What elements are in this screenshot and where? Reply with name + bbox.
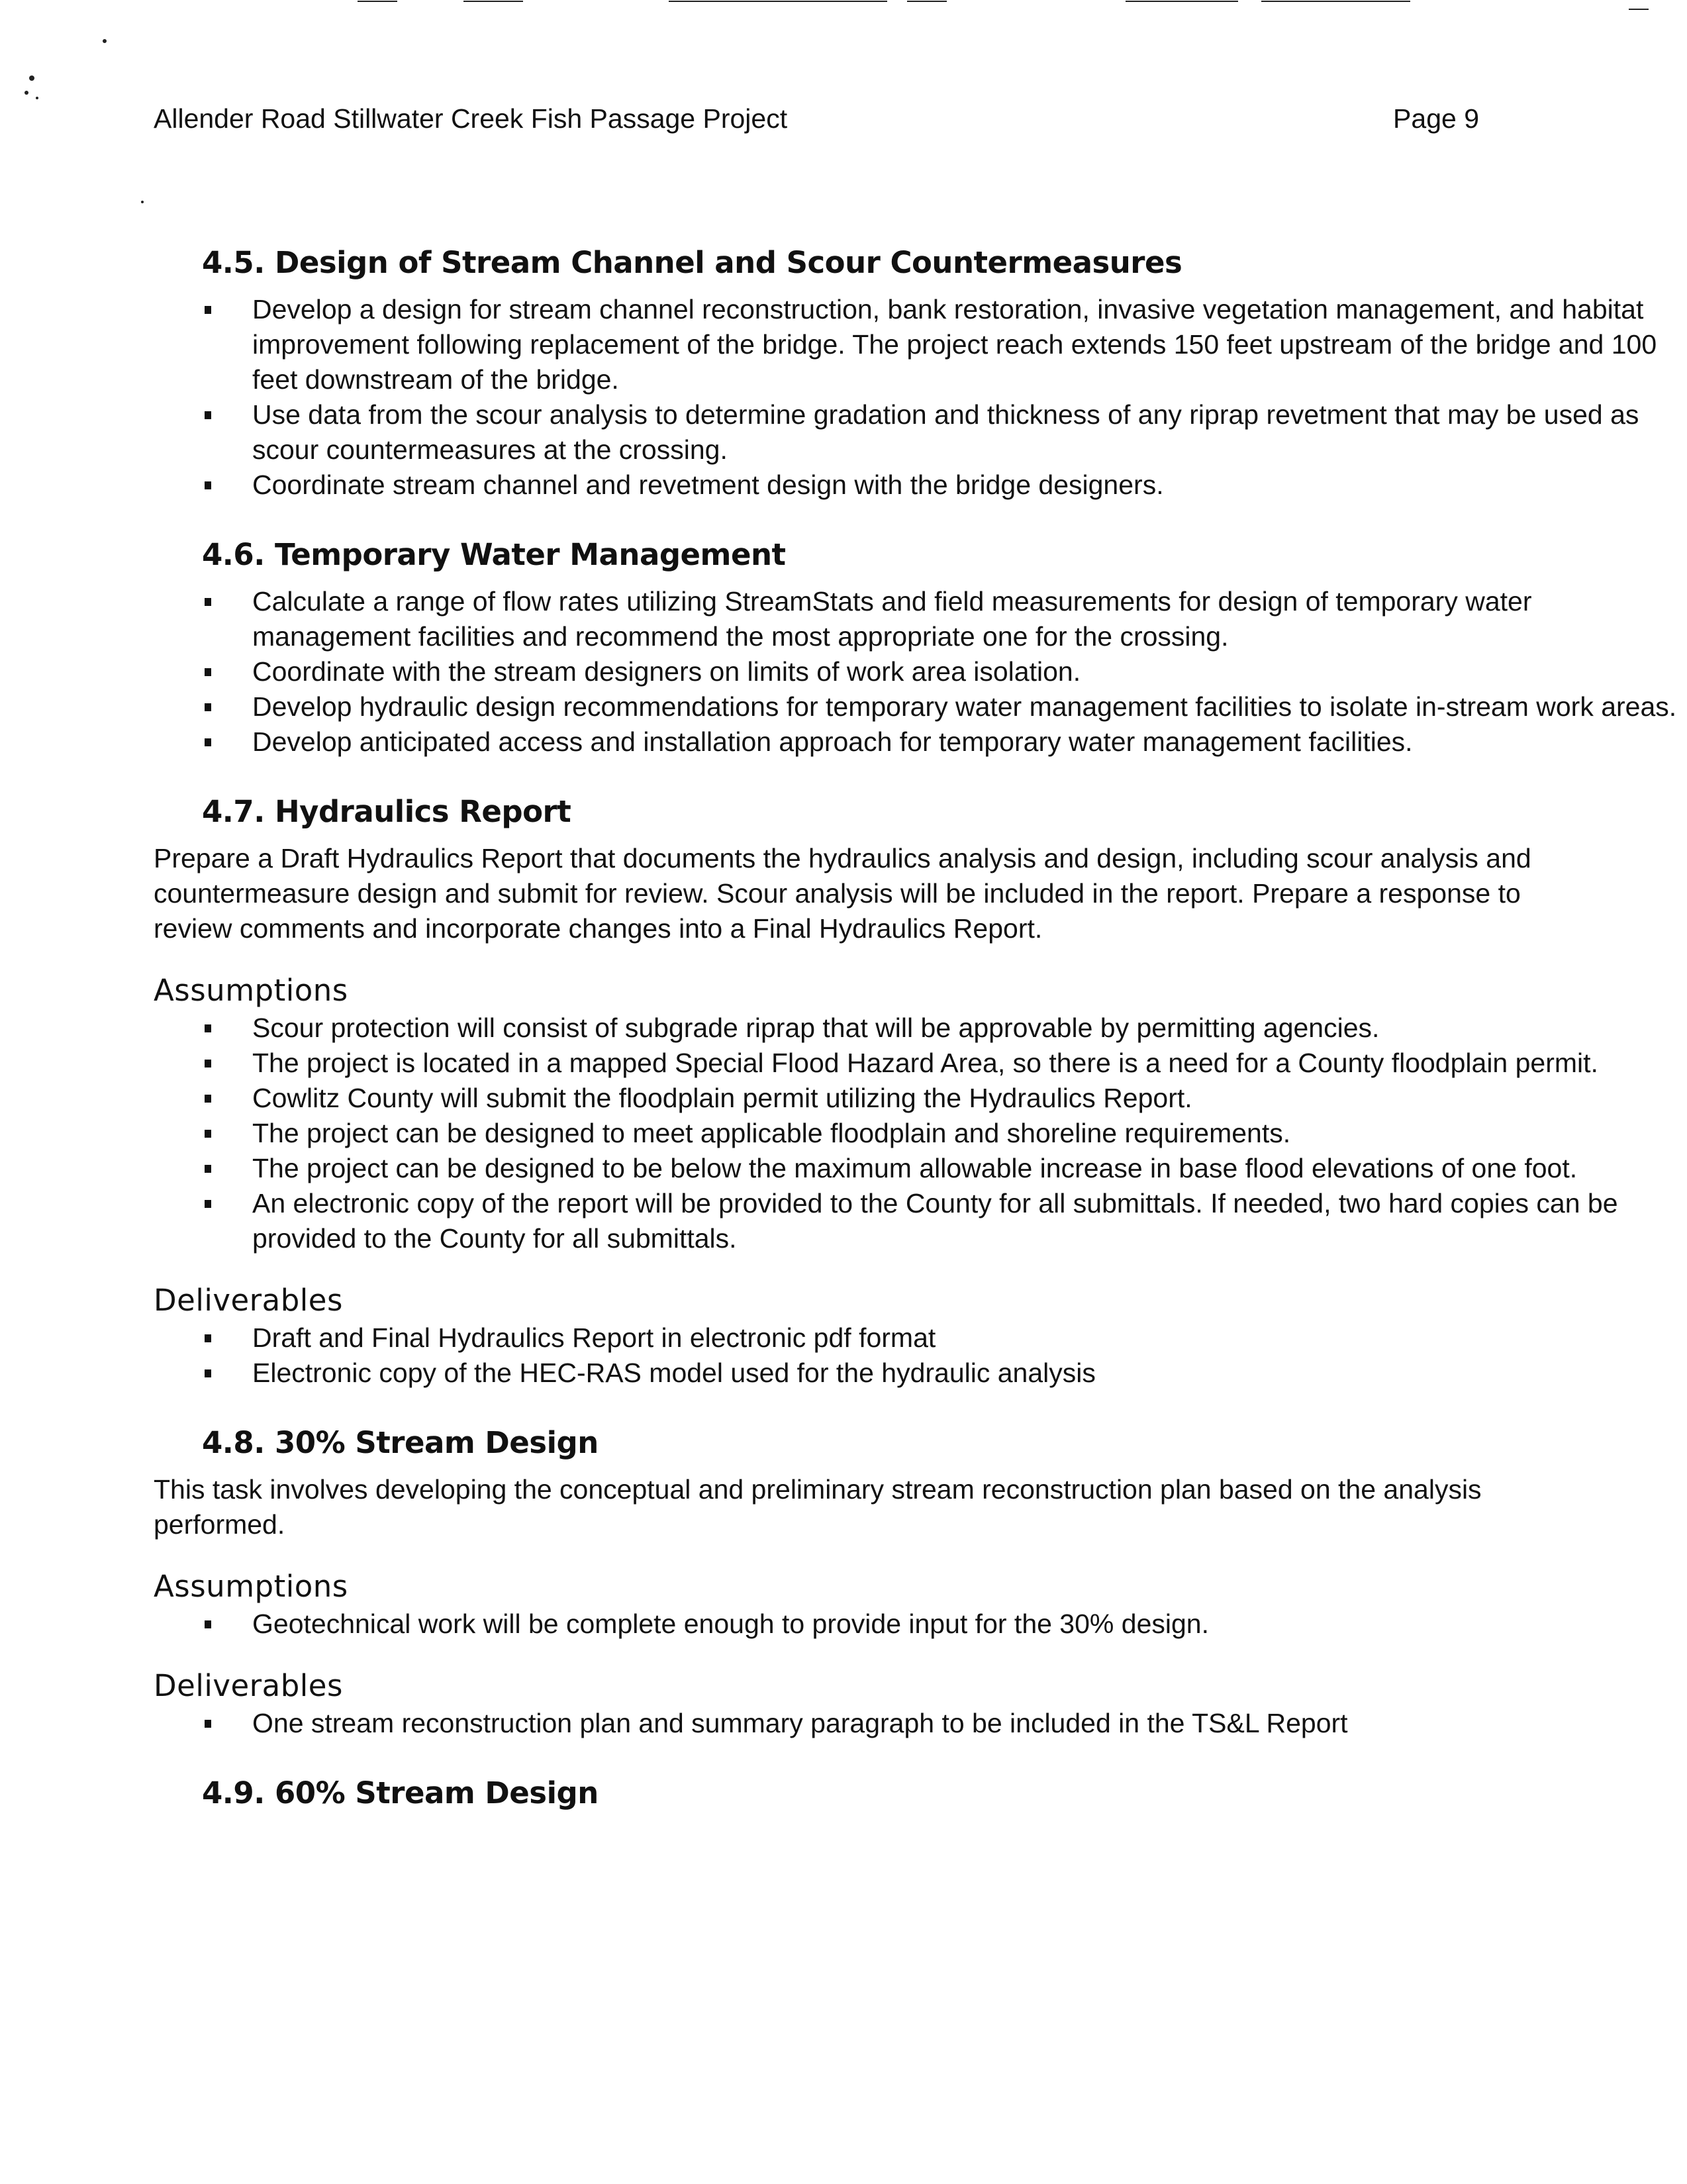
bullet-icon [205,668,211,676]
page-number: Page 9 [1393,103,1479,134]
list-item: The project can be designed to be below the maximum allowable increase in base flood elevations of one foot. [154,1151,1687,1186]
deliverables-list-4-8 [154,1706,1537,1741]
paragraph-4-8: This task involves developing the conceptual and preliminary stream reconstruction plan based on the analysis performed. [154,1474,1482,1540]
list-item: Develop anticipated access and installation approach for temporary water management facilities. [154,724,1687,760]
bullet-icon [205,1334,211,1342]
bullet-icon [205,411,211,419]
section-heading-4-8: 4.8. 30% Stream Design [202,1425,599,1460]
bullet-icon [205,1369,211,1377]
bullet-icon [205,1130,211,1138]
bullet-icon [205,738,211,746]
bullet-icon [205,1095,211,1103]
bullet-list-4-5 [154,292,1657,503]
list-item: Use data from the scour analysis to determine gradation and thickness of any riprap revetment that may be used as scour countermeasures at the crossing. [154,397,1687,468]
assumptions-heading-4-8: Assumptions [154,1569,348,1604]
list-item: Electronic copy of the HEC-RAS model used for the hydraulic analysis [154,1356,1687,1391]
list-item: Draft and Final Hydraulics Report in electronic pdf format [154,1320,1687,1356]
list-item: Coordinate stream channel and revetment design with the bridge designers. [154,468,1687,503]
assumptions-heading-4-7: Assumptions [154,973,348,1008]
deliverables-heading-4-8: Deliverables [154,1668,343,1703]
list-item: Develop hydraulic design recommendations for temporary water management facilities to isolate in-stream work areas. [154,689,1687,724]
page-header [154,103,1479,134]
bullet-icon [205,1024,211,1032]
bullet-icon [205,1620,211,1628]
section-heading-4-6: 4.6. Temporary Water Management [202,537,786,572]
list-item: One stream reconstruction plan and summary paragraph to be included in the TS&L Report [154,1706,1687,1741]
bullet-icon [205,598,211,606]
section-heading-4-7: 4.7. Hydraulics Report [202,794,571,829]
assumptions-list-4-8 [154,1607,1537,1642]
list-item: The project is located in a mapped Special Flood Hazard Area, so there is a need for a County floodplain permit. [154,1046,1687,1081]
list-item: Geotechnical work will be complete enough to provide input for the 30% design. [154,1607,1687,1642]
section-heading-4-9: 4.9. 60% Stream Design [202,1775,599,1811]
assumptions-list-4-7 [154,1011,1618,1256]
bullet-icon [205,703,211,711]
list-item: The project can be designed to meet applicable floodplain and shoreline requirements. [154,1116,1687,1151]
section-heading-4-5: 4.5. Design of Stream Channel and Scour Countermeasures [202,245,1182,280]
document-title: Allender Road Stillwater Creek Fish Passage Project [154,103,788,134]
list-item: Coordinate with the stream designers on limits of work area isolation. [154,654,1687,689]
list-item: Develop a design for stream channel reconstruction, bank restoration, invasive vegetation management, and habitat improvement following replacement of the bridge. The project reach extends 150 feet upstream of the bridge and 100 feet downstream of the bridge. [154,292,1687,397]
document-body [154,245,1677,1822]
list-item: Scour protection will consist of subgrade riprap that will be approvable by permitting agencies. [154,1011,1687,1046]
list-item: Calculate a range of flow rates utilizing StreamStats and field measurements for design of temporary water management facilities and recommend the most appropriate one for the crossing. [154,584,1687,654]
deliverables-list-4-7 [154,1320,1537,1391]
deliverables-heading-4-7: Deliverables [154,1283,343,1318]
list-item: Cowlitz County will submit the floodplain permit utilizing the Hydraulics Report. [154,1081,1687,1116]
bullet-icon [205,306,211,314]
bullet-icon [205,481,211,489]
bullet-icon [205,1060,211,1067]
bullet-list-4-6 [154,584,1677,760]
bullet-icon [205,1200,211,1208]
paragraph-4-7: Prepare a Draft Hydraulics Report that documents the hydraulics analysis and design, including scour analysis and countermeasure design and submit for review. Scour analysis will be included in the report. Prepare a response to review comments and incorporate changes into a Final Hydraulics Report. [154,843,1531,944]
bullet-icon [205,1720,211,1728]
list-item: An electronic copy of the report will be provided to the County for all submittals. If needed, two hard copies can be provided to the County for all submittals. [154,1186,1687,1256]
bullet-icon [205,1165,211,1173]
